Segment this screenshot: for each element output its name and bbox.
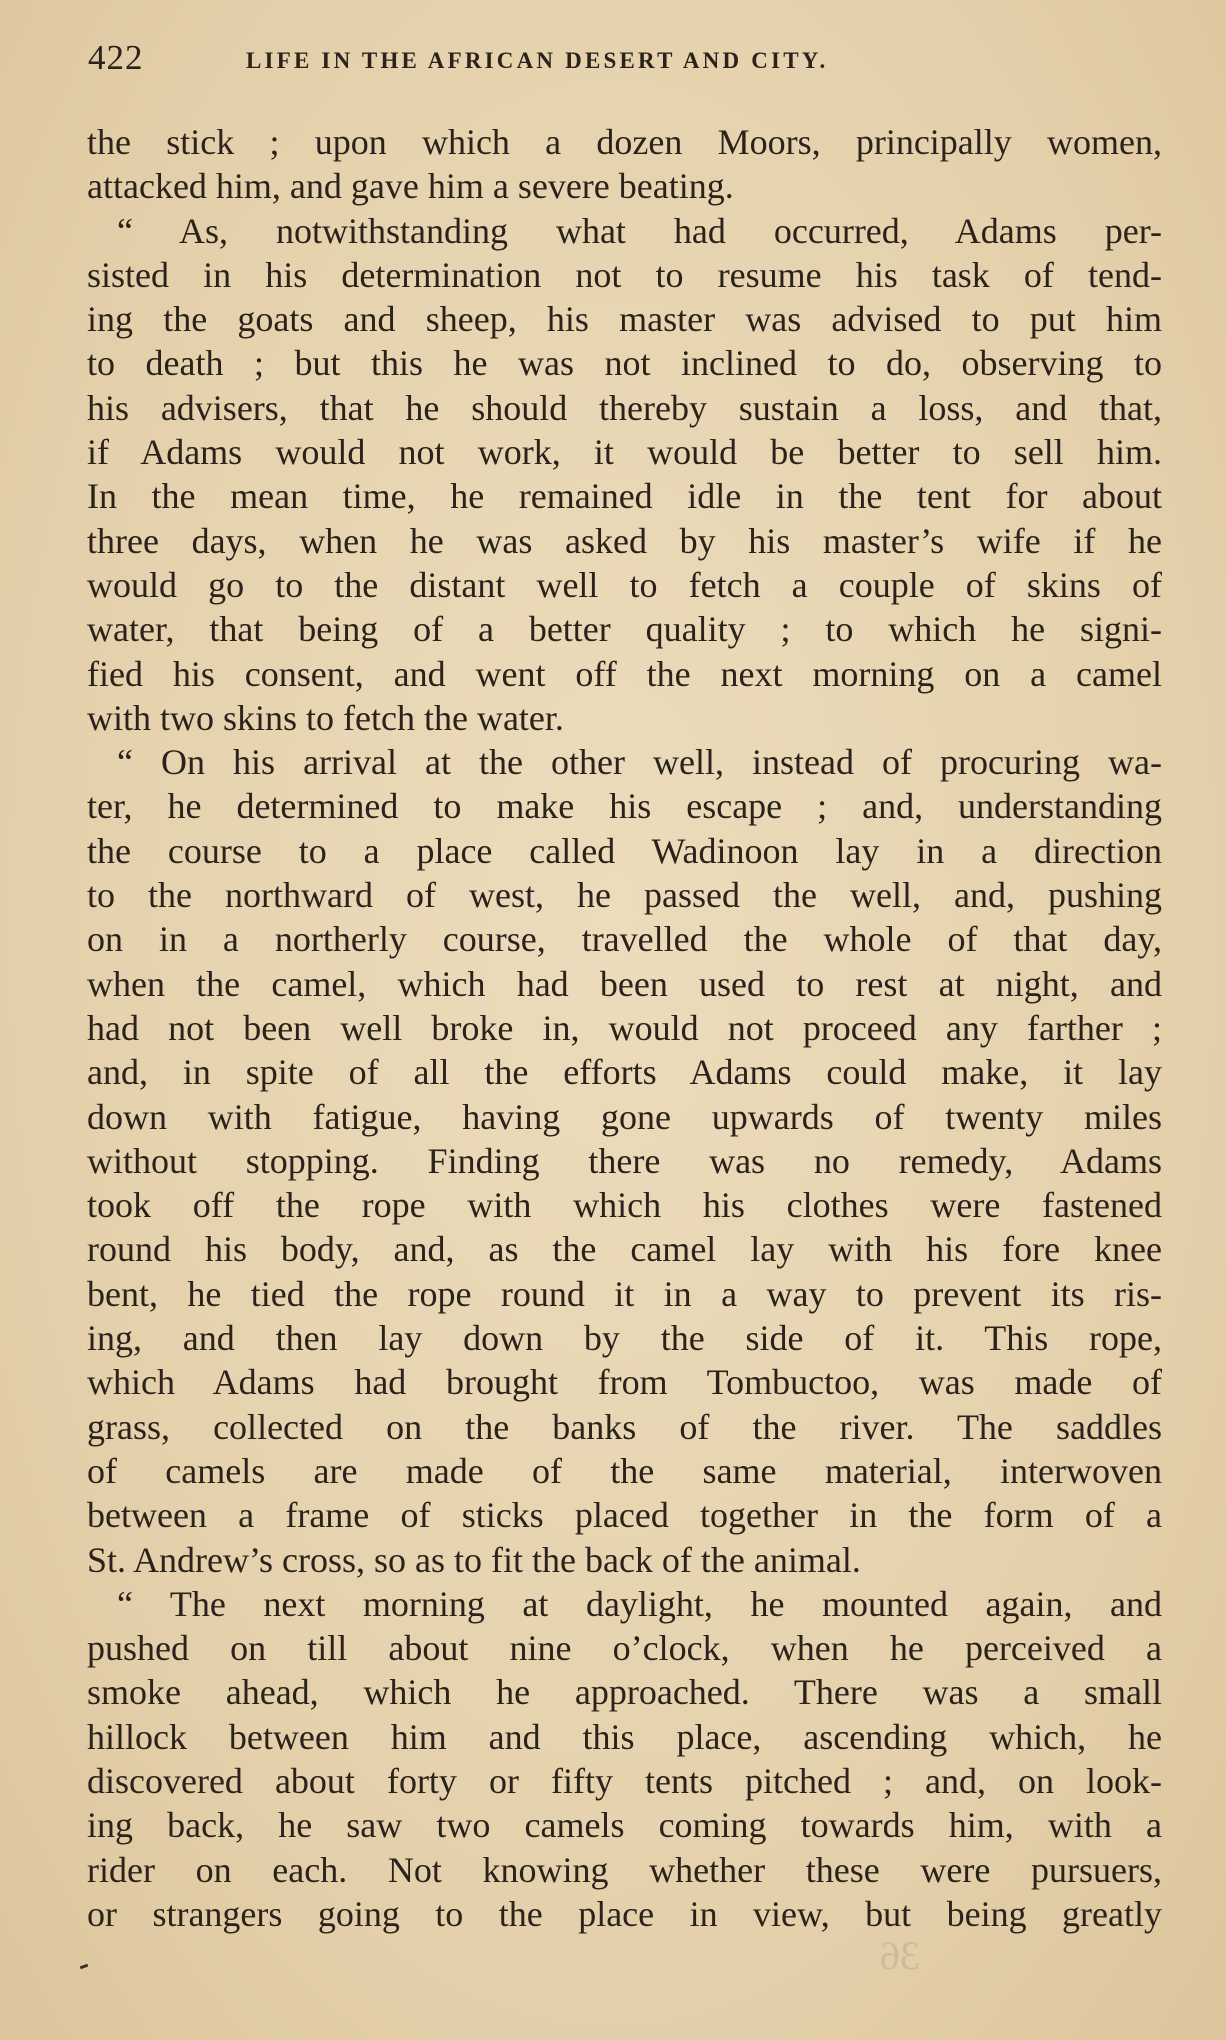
- text-line: took off the rope with which his clothes were fastened: [87, 1185, 1162, 1226]
- text-line: ing back, he saw two camels coming towards him, with a: [87, 1805, 1162, 1846]
- text-line: the course to a place called Wadinoon lay in a direction: [87, 830, 1162, 871]
- text-line: pushed on till about nine o’clock, when he perceived a: [87, 1628, 1162, 1669]
- text-line: discovered about forty or fifty tents pitched ; and, on look-: [87, 1760, 1162, 1801]
- text-line: if Adams would not work, it would be better to sell him.: [87, 432, 1162, 473]
- running-head: [88, 38, 1168, 78]
- text-line: hillock between him and this place, ascending which, he: [87, 1716, 1162, 1757]
- page-number: 422: [88, 38, 144, 77]
- text-line: to death ; but this he was not inclined to do, observing to: [87, 343, 1162, 384]
- text-line: three days, when he was asked by his master’s wife if he: [87, 520, 1162, 561]
- text-line: smoke ahead, which he approached. There was a small: [87, 1672, 1162, 1713]
- text-line: had not been well broke in, would not proceed any farther ;: [87, 1007, 1162, 1048]
- text-line: grass, collected on the banks of the river. The saddles: [87, 1406, 1162, 1447]
- text-line: ing, and then lay down by the side of it. This rope,: [87, 1318, 1162, 1359]
- text-line: which Adams had brought from Tombuctoo, was made of: [87, 1362, 1162, 1403]
- text-line: attacked him, and gave him a severe beating.: [87, 166, 734, 207]
- text-line: round his body, and, as the camel lay with his fore knee: [87, 1229, 1162, 1270]
- text-line: and, in spite of all the efforts Adams could make, it lay: [87, 1052, 1162, 1093]
- text-line: bent, he tied the rope round it in a way to prevent its ris-: [87, 1273, 1162, 1314]
- text-line: to the northward of west, he passed the well, and, pushing: [87, 875, 1162, 916]
- text-line: rider on each. Not knowing whether these were pursuers,: [87, 1849, 1162, 1890]
- text-line: or strangers going to the place in view, but being greatly: [87, 1893, 1162, 1934]
- text-line: “ On his arrival at the other well, instead of procuring wa-: [117, 742, 1162, 783]
- ink-speck: [80, 1964, 89, 1970]
- text-line: down with fatigue, having gone upwards of twenty miles: [87, 1096, 1162, 1137]
- text-line: “ As, notwithstanding what had occurred, Adams per-: [117, 210, 1162, 251]
- text-line: on in a northerly course, travelled the whole of that day,: [87, 919, 1162, 960]
- text-line: between a frame of sticks placed together in the form of a: [87, 1495, 1162, 1536]
- text-line: with two skins to fetch the water.: [87, 697, 564, 738]
- text-line: fied his consent, and went off the next morning on a camel: [87, 653, 1162, 694]
- text-line: without stopping. Finding there was no remedy, Adams: [87, 1140, 1162, 1181]
- text-line: would go to the distant well to fetch a couple of skins of: [87, 564, 1162, 605]
- text-line: when the camel, which had been used to rest at night, and: [87, 963, 1162, 1004]
- text-line: St. Andrew’s cross, so as to fit the back of the animal.: [87, 1539, 861, 1580]
- body-text: [87, 120, 1162, 1936]
- text-line: sisted in his determination not to resume his task of tend-: [87, 254, 1162, 295]
- text-line: the stick ; upon which a dozen Moors, principally women,: [87, 122, 1162, 162]
- text-line: of camels are made of the same material, interwoven: [87, 1450, 1162, 1491]
- text-line: water, that being of a better quality ; to which he signi-: [87, 609, 1162, 650]
- text-line: In the mean time, he remained idle in the tent for about: [87, 476, 1162, 517]
- text-line: his advisers, that he should thereby sustain a loss, and that,: [87, 387, 1162, 428]
- text-line: ter, he determined to make his escape ; and, understanding: [87, 786, 1162, 827]
- text-line: “ The next morning at daylight, he mounted again, and: [117, 1583, 1162, 1624]
- text-line: ing the goats and sheep, his master was advised to put him: [87, 299, 1162, 340]
- bleed-through-page-number: 36: [880, 1933, 920, 1978]
- running-title: LIFE IN THE AFRICAN DESERT AND CITY.: [246, 48, 829, 73]
